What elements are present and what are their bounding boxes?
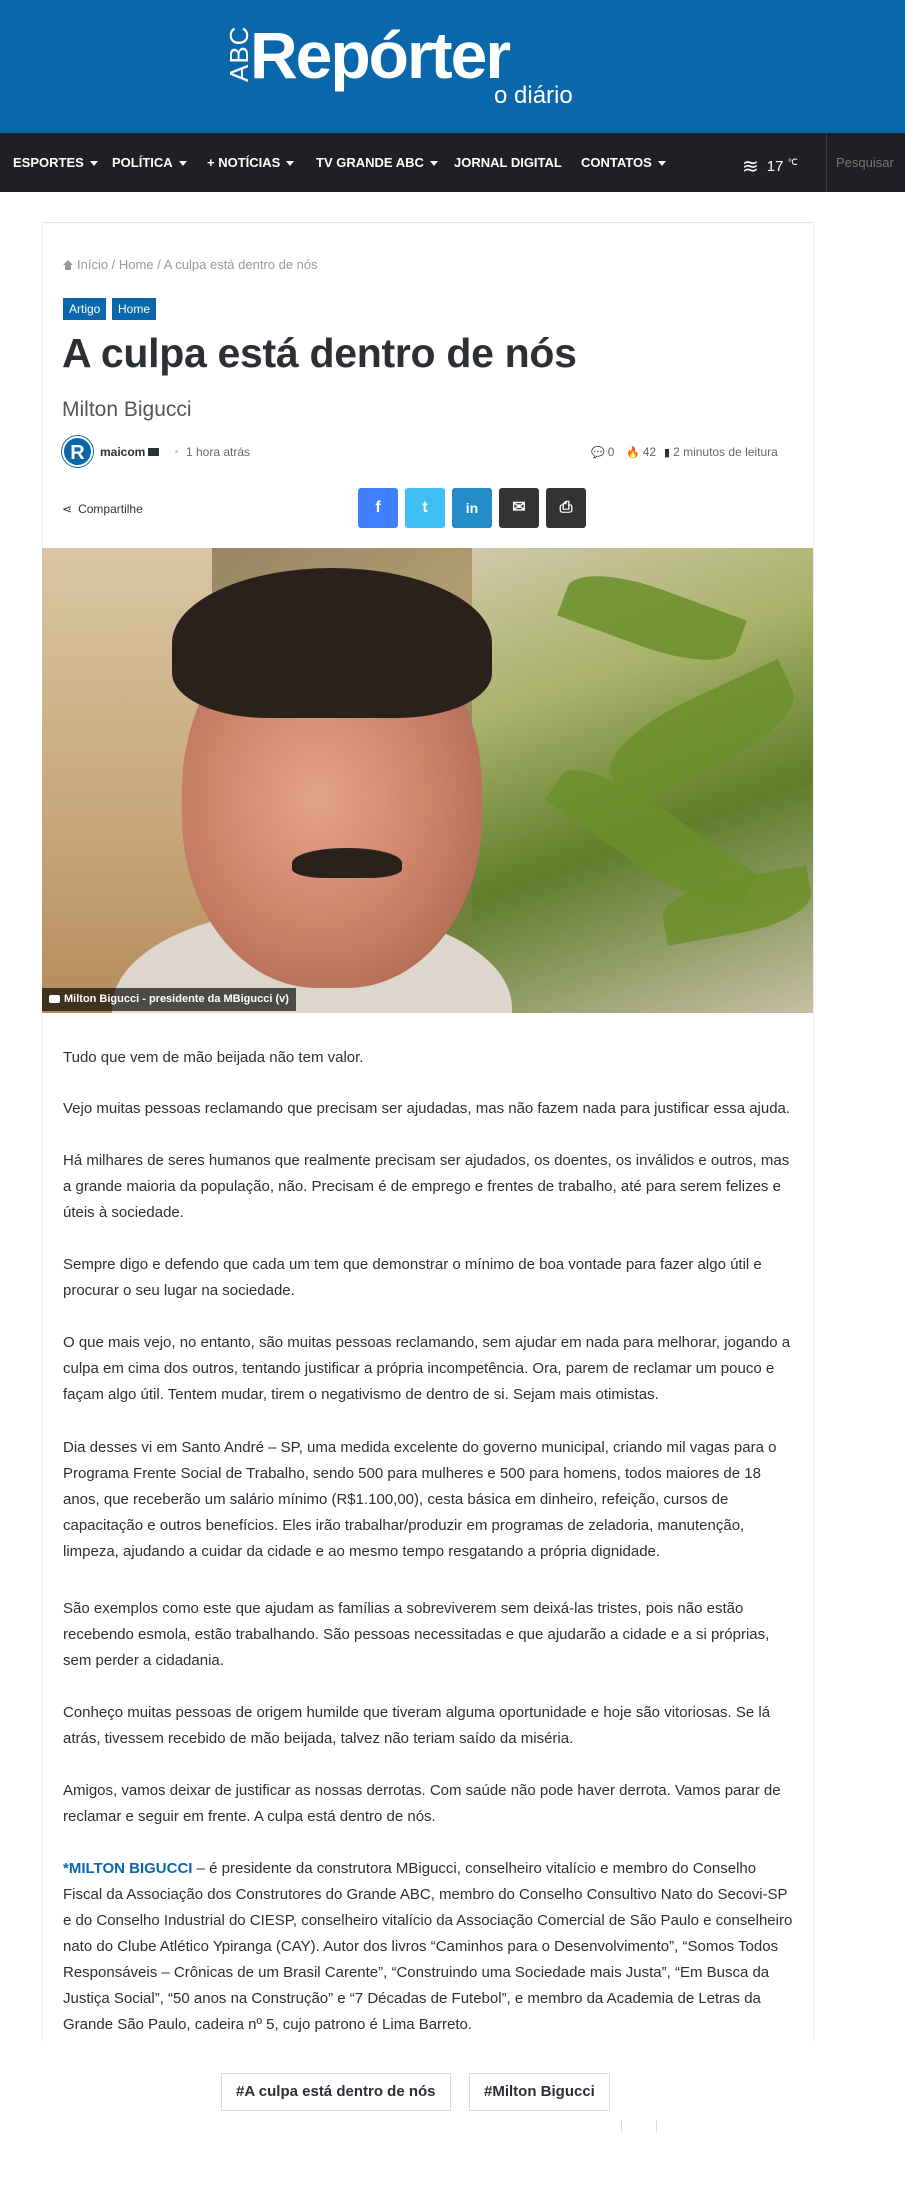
logo-main: Repórter bbox=[250, 18, 510, 92]
tag-a-culpa[interactable]: #A culpa está dentro de nós bbox=[221, 2073, 451, 2111]
share-twitter-button[interactable]: t bbox=[405, 488, 445, 528]
share-facebook-button[interactable]: f bbox=[358, 488, 398, 528]
print-button[interactable]: ⎙ bbox=[546, 488, 586, 528]
nav-divider bbox=[826, 133, 827, 192]
share-email-button[interactable]: ✉ bbox=[499, 488, 539, 528]
weather-widget bbox=[742, 133, 798, 192]
nav-item-tv-grande-abc[interactable]: TV GRANDE ABC bbox=[316, 133, 438, 192]
weather-unit: ℃ bbox=[787, 157, 798, 167]
card-border-left bbox=[42, 222, 43, 2042]
read-time: ▮ 2 minutos de leitura bbox=[664, 445, 778, 459]
bio-name: *MILTON BIGUCCI bbox=[63, 1860, 193, 1877]
nav-item-jornal-digital[interactable]: JORNAL DIGITAL bbox=[454, 155, 562, 170]
paragraph: O que mais vejo, no entanto, são muitas pessoas reclamando, sem ajudar em nada para melhorar, jogando a culpa em cima dos outros, tentando justificar a própria incompetência. Ora, parem de reclamar um pouco e façam algo útil. Tentem mudar, tirem o negativismo de dentro de si. Sejam mais otimistas. bbox=[63, 1334, 791, 1403]
card-border-top bbox=[42, 222, 814, 223]
featured-image bbox=[42, 548, 813, 1013]
nav-item-esportes[interactable]: ESPORTES bbox=[13, 133, 98, 192]
paragraph: Vejo muitas pessoas reclamando que precisam ser ajudadas, mas não fazem nada para justificar essa ajuda. bbox=[63, 1100, 791, 1117]
avatar[interactable]: R bbox=[62, 436, 93, 467]
site-logo[interactable] bbox=[222, 18, 582, 112]
chevron-down-icon bbox=[286, 161, 294, 166]
author-bio bbox=[63, 1856, 793, 2038]
home-icon bbox=[63, 260, 73, 270]
meta-dot bbox=[175, 450, 178, 453]
nav-item-politica[interactable]: POLÍTICA bbox=[112, 133, 187, 192]
paragraph: Há milhares de seres humanos que realmente precisam ser ajudados, os doentes, os inválidos e outros, mas a grande maioria da população, não. Precisam é de emprego e frentes de trabalho, até para serem felizes e úteis à sociedade. bbox=[63, 1152, 790, 1221]
breadcrumb[interactable]: Início / Home / A culpa está dentro de nós bbox=[63, 257, 318, 272]
post-time: 1 hora atrás bbox=[186, 445, 251, 459]
brand-bar bbox=[0, 0, 905, 133]
share-icon: ⋖ bbox=[62, 502, 73, 516]
paragraph: Dia desses vi em Santo André – SP, uma medida excelente do governo municipal, criando mil vagas para o Programa Frente Social de Trabalho, sendo 500 para mulheres e 500 para homens, todos maiores de 18 anos, que receberão um salário mínimo (R$1.100,00), cesta básica em dinheiro, refeição, cursos de capacitação e outros benefícios. Eles irão trabalhar/produzir em programas de zeladoria, manutenção, limpeza, ajudando a cuidar da cidade e ao mesmo tempo resgatando a própria dignidade. bbox=[63, 1439, 777, 1560]
weather-temp: 17 bbox=[766, 158, 784, 175]
category-artigo[interactable]: Artigo bbox=[63, 298, 106, 320]
paragraph: Amigos, vamos deixar de justificar as nossas derrotas. Com saúde não pode haver derrota. Vamos parar de reclamar e seguir em frente. A culpa está dentro de nós. bbox=[63, 1782, 781, 1825]
paragraph: Conheço muitas pessoas de origem humilde que tiveram alguma oportunidade e hoje são vitoriosas. Se lá atrás, tivessem recebido de mão beijada, talvez não teriam saído da miséria. bbox=[63, 1704, 771, 1747]
paragraph: Tudo que vem de mão beijada não tem valor. bbox=[63, 1049, 364, 1066]
search-input[interactable]: Pesquisar bbox=[836, 155, 894, 170]
nav-item-noticias[interactable]: + NOTÍCIAS bbox=[207, 133, 294, 192]
bio-text: – é presidente da construtora MBigucci, conselheiro vitalício e membro do Conselho Fiscal da Associação dos Construtores do Grande ABC, membro do Conselho Consultivo Nato do Secovi-SP e do Conselho Industrial do CIESP, conselheiro vitalício da Associação Comercial de São Paulo e conselheiro nato do Clube Atlético Ypiranga (CAY). Autor dos livros “Caminhos para o Desenvolvimento”, “Somos Todos Responsáveis – Crônicas de um Brasil Carente”, “Construindo uma Sociedade mais Justa”, “Em Busca da Justiça Social”, “50 anos na Construção” e “7 Décadas de Futebol”, e membro da Academia de Letras da Grande São Paulo, cadeira nº 5, cujo patrono é Lima Barreto. bbox=[63, 1860, 793, 2033]
flame-icon: 🔥 bbox=[626, 447, 640, 459]
chevron-down-icon bbox=[179, 161, 187, 166]
nav-item-contatos[interactable]: CONTATOS bbox=[581, 133, 666, 192]
article-subtitle: Milton Bigucci bbox=[62, 398, 192, 421]
logo-abc: ABC bbox=[224, 25, 254, 82]
chevron-down-icon bbox=[430, 161, 438, 166]
tag-milton-bigucci[interactable]: #Milton Bigucci bbox=[469, 2073, 610, 2111]
share-linkedin-button[interactable]: in bbox=[452, 488, 492, 528]
camera-icon bbox=[49, 995, 60, 1003]
paragraph: Sempre digo e defendo que cada um tem que demonstrar o mínimo de boa vontade para fazer algo útil e procurar o seu lugar na sociedade. bbox=[63, 1256, 762, 1299]
comment-icon: 💬 bbox=[591, 447, 605, 459]
page-title: A culpa está dentro de nós bbox=[62, 330, 577, 376]
logo-sub: o diário bbox=[494, 82, 573, 109]
paragraph: São exemplos como este que ajudam as famílias a sobreviverem sem deixá-las tristes, pois não estão recebendo esmola, estão trabalhando. São pessoas necessitadas e que ajudarão a cidade e a si próprias, sem perder a cidadania. bbox=[63, 1600, 770, 1669]
bookmark-icon: ▮ bbox=[664, 447, 671, 459]
image-caption: Milton Bigucci - presidente da MBigucci (v) bbox=[42, 988, 296, 1011]
main-nav bbox=[0, 133, 905, 192]
chevron-down-icon bbox=[658, 161, 666, 166]
view-count: 🔥 42 bbox=[626, 445, 657, 459]
envelope-icon bbox=[148, 448, 159, 456]
comment-count[interactable]: 💬 0 bbox=[591, 445, 615, 459]
author-link[interactable]: maicom bbox=[100, 445, 159, 459]
mist-icon: ≋ bbox=[742, 155, 759, 178]
share-label: ⋖ Compartilhe bbox=[62, 502, 143, 516]
card-border-right bbox=[813, 222, 814, 2042]
category-home[interactable]: Home bbox=[112, 298, 156, 320]
chevron-down-icon bbox=[90, 161, 98, 166]
